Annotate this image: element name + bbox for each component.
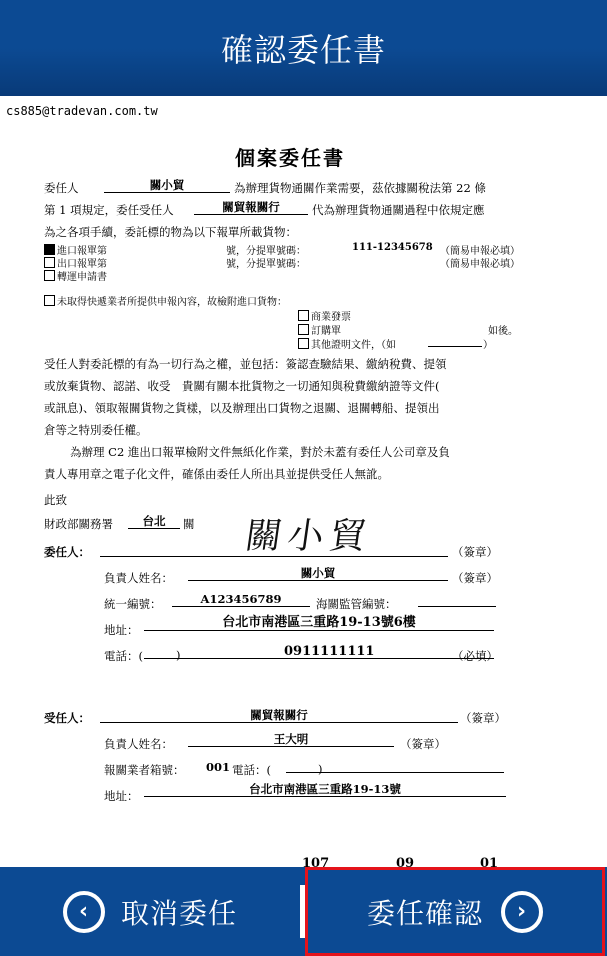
other-close: ） bbox=[483, 340, 493, 351]
attach-after: 如後。 bbox=[488, 326, 518, 337]
cancel-label: 取消委任 bbox=[120, 896, 237, 930]
p1-prefix: 委任人 bbox=[44, 181, 79, 195]
attach-invoice: 商業發票 bbox=[298, 308, 351, 323]
entrustor-label: 委任人： bbox=[44, 545, 90, 559]
bill-label-export: 號，分提單號碼： bbox=[226, 259, 306, 270]
option-export: 出口報單第 bbox=[44, 255, 107, 270]
simple-note-import: （簡易申報必填） bbox=[440, 246, 520, 257]
action-bar bbox=[0, 867, 607, 956]
agent-addr-label: 地址： bbox=[104, 789, 139, 803]
office-suffix: 關 bbox=[183, 517, 195, 531]
closing-text: 此致 bbox=[44, 493, 67, 507]
entrustor-line bbox=[100, 542, 448, 557]
resp-label: 負責人姓名： bbox=[104, 571, 173, 585]
transit-checkbox bbox=[44, 270, 55, 281]
app-header bbox=[0, 0, 607, 96]
bill-number: 111-12345678 bbox=[352, 242, 433, 253]
addr-label: 地址： bbox=[104, 623, 139, 637]
other-checkbox bbox=[298, 338, 309, 349]
option-transit: 轉運申請書 bbox=[44, 268, 107, 283]
agent-label: 受任人： bbox=[44, 711, 90, 725]
agent-addr-value: 台北市南港區三重路19-13號 bbox=[144, 782, 506, 797]
invoice-checkbox bbox=[298, 310, 309, 321]
date-day: 01 bbox=[480, 856, 499, 867]
box-value: 001 bbox=[206, 760, 231, 774]
para2-line4: 倉等之特別委任權。 bbox=[44, 423, 148, 437]
confirm-mandate-button[interactable] bbox=[305, 867, 605, 956]
simple-note-export: （簡易申報必填） bbox=[440, 259, 520, 270]
para2-line1: 受任人對委託標的有為一切行為之權，並包括：簽認查驗結果、繳納稅費、提領 bbox=[44, 357, 447, 371]
p3-text: 為之各項手續，委託標的物為以下報單所載貨物： bbox=[44, 225, 297, 239]
agent-resp-sign-mark: （簽章） bbox=[400, 737, 446, 751]
agent-name: 關貿報關行 bbox=[194, 200, 308, 215]
chevron-left-circle-icon: ‹ bbox=[63, 891, 105, 933]
resp-sign-mark: （簽章） bbox=[452, 571, 498, 585]
attach-other: 其他證明文件，（如 bbox=[298, 336, 396, 351]
para3-line2: 責人專用章之電子化文件，確係由委任人所出具並提供受任人無訛。 bbox=[44, 467, 389, 481]
order-checkbox bbox=[298, 324, 309, 335]
cancel-mandate-button[interactable] bbox=[0, 867, 300, 956]
box-label: 報關業者箱號： bbox=[104, 763, 185, 777]
phone-label: 電話：( bbox=[104, 649, 143, 663]
customs-label: 海關監管編號： bbox=[316, 597, 397, 611]
p2-prefix: 第 1 項規定，委任受任人 bbox=[44, 203, 174, 217]
entrustor-sign-mark: （簽章） bbox=[452, 545, 498, 559]
phone-required: （必填） bbox=[452, 649, 498, 663]
confirm-label: 委任確認 bbox=[366, 896, 483, 930]
export-checkbox bbox=[44, 257, 55, 268]
agent-phone-close: ) bbox=[318, 762, 323, 776]
option-import: 進口報單第 bbox=[44, 242, 107, 257]
p1-suffix: 為辦理貨物通關作業需要，茲依據關稅法第 22 條 bbox=[234, 181, 486, 195]
agent-phone-label: 電話：( bbox=[232, 763, 271, 777]
agent-sign-mark: （簽章） bbox=[460, 711, 506, 725]
agent-value: 關貿報關行 bbox=[100, 708, 458, 723]
bill-label-import: 號，分提單號碼： bbox=[226, 246, 306, 257]
customs-value bbox=[418, 592, 496, 607]
id-value: A123456789 bbox=[172, 592, 310, 607]
not-obtained-option: 未取得快遞業者所提供申報內容，故檢附進口貨物： bbox=[44, 293, 287, 308]
import-checkbox bbox=[44, 244, 55, 255]
not-obtained-checkbox bbox=[44, 295, 55, 306]
other-blank bbox=[428, 334, 482, 347]
document-title: 個案委任書 bbox=[235, 146, 345, 170]
addr-value: 台北市南港區三重路19-13號6樓 bbox=[144, 616, 494, 631]
phone-close: ) bbox=[176, 648, 181, 662]
agent-resp-name: 王大明 bbox=[188, 732, 394, 747]
office-name: 台北 bbox=[128, 514, 180, 529]
agent-resp-label: 負責人姓名： bbox=[104, 737, 173, 751]
user-email: cs885@tradevan.com.tw bbox=[6, 104, 158, 118]
mandate-document[interactable] bbox=[0, 96, 607, 867]
date-year: 107 bbox=[302, 856, 330, 867]
page-title: 確認委任書 bbox=[220, 31, 386, 69]
attach-order: 訂購單 bbox=[298, 322, 341, 337]
para2-line2: 或放棄貨物、認諾、收受 貴關有關本批貨物之一切通知與稅費繳納證等文件( bbox=[44, 379, 440, 393]
id-label: 統一編號： bbox=[104, 597, 162, 611]
p2-suffix: 代為辦理貨物通關過程中依規定應 bbox=[312, 203, 485, 217]
chevron-right-circle-icon: › bbox=[501, 891, 543, 933]
date-month: 09 bbox=[396, 856, 415, 867]
phone-value: 0911111111 bbox=[284, 644, 375, 659]
office-prefix: 財政部關務署 bbox=[44, 517, 113, 531]
resp-name: 關小貿 bbox=[188, 566, 448, 581]
para3-line1: 為辦理 C2 進出口報單檢附文件無紙化作業，對於未蓋有委任人公司章及負 bbox=[70, 445, 450, 459]
handwritten-signature: 關小貿 bbox=[242, 516, 375, 557]
para2-line3: 或訊息)、領取報關貨物之貨樣，以及辦理出口貨物之退關、退關轉船、提領出 bbox=[44, 401, 440, 415]
entrustor-name: 關小貿 bbox=[104, 178, 230, 193]
